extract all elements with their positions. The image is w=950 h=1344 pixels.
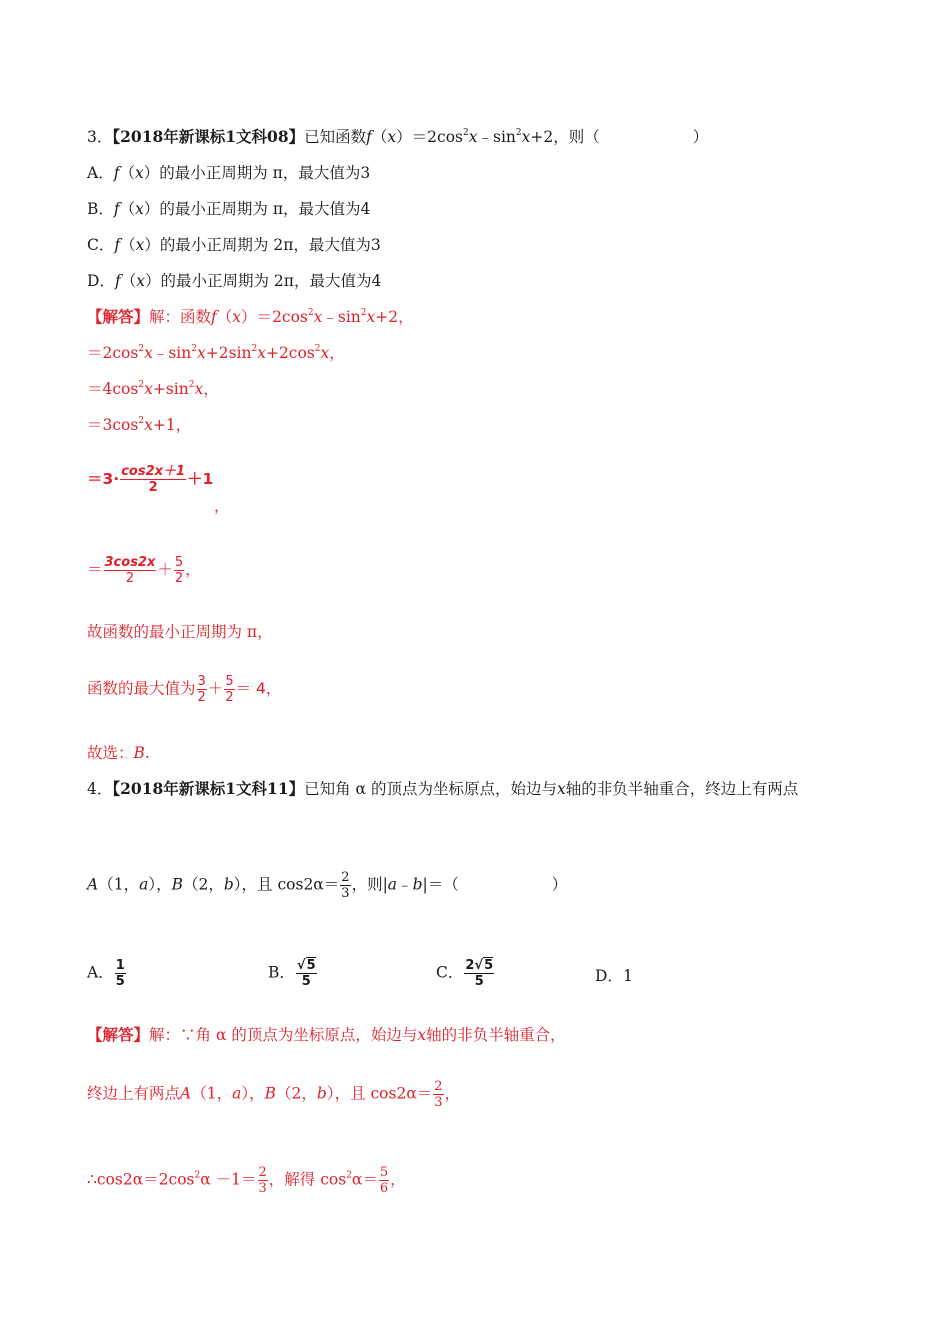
- question-number: 4．: [87, 780, 113, 798]
- solution-text: ＝2cos: [87, 344, 139, 362]
- fraction: [296, 958, 317, 989]
- fraction-numerator: 5: [225, 674, 234, 689]
- fraction: [115, 958, 126, 989]
- solution-text: ），且 cos2α＝: [326, 1084, 433, 1103]
- stem-text: （2，: [182, 875, 224, 894]
- option-label: B．: [268, 963, 295, 982]
- fraction: [224, 674, 234, 705]
- solution-text: 故函数的最小正周期为 π，: [87, 623, 273, 641]
- math-x: x: [136, 272, 145, 290]
- sqrt-symbol: √5: [474, 958, 494, 973]
- fraction-denominator: 2: [174, 571, 184, 586]
- fraction-numerator: [296, 958, 317, 974]
- fraction: [464, 958, 494, 989]
- solution-text: ），: [241, 1084, 265, 1103]
- option-label: C．: [436, 963, 464, 982]
- math-f: f: [366, 128, 372, 146]
- stem-text: 已知角 α 的顶点为坐标原点，始边与: [304, 780, 557, 798]
- fraction: [174, 555, 184, 586]
- math-x: x: [468, 128, 478, 146]
- q4-choice-a: [87, 958, 127, 989]
- fraction-denominator: 6: [379, 1181, 389, 1196]
- solution-text: ＋: [157, 560, 173, 579]
- stem-text: （1，: [98, 875, 140, 894]
- exponent: 2: [346, 1170, 352, 1181]
- stem-text: 轴的非负半轴重合，终边上有两点: [565, 780, 799, 798]
- q3-solution-line-7: [87, 622, 273, 642]
- fraction: [258, 1165, 268, 1196]
- fraction-denominator: 2: [197, 690, 206, 705]
- math-x: x: [232, 308, 242, 326]
- fraction-denominator: 2: [225, 690, 234, 705]
- solution-text: 解：函数: [149, 308, 212, 326]
- math-a: a: [232, 1084, 242, 1103]
- fraction-numerator: 2: [341, 870, 350, 885]
- math-x: x: [134, 164, 144, 182]
- q3-option-a: A．f（x）的最小正周期为 π，最大值为3: [87, 164, 371, 182]
- fraction: [120, 464, 186, 495]
- punctuation: ，: [444, 1084, 461, 1103]
- solution-text: ∴cos2α＝2cos: [87, 1170, 195, 1189]
- math-x: x: [521, 128, 531, 146]
- option-value: 1: [622, 967, 633, 985]
- fraction: [340, 870, 350, 901]
- fraction-denominator: 3: [258, 1181, 267, 1196]
- point-a: A: [180, 1084, 192, 1103]
- q4-choice-c: [436, 958, 495, 989]
- solution-text: 轴的非负半轴重合，: [426, 1026, 566, 1044]
- math-f: f: [114, 272, 121, 290]
- exponent: 2: [515, 128, 522, 138]
- option-label: B．: [87, 200, 114, 218]
- stem-text: ﹣: [397, 875, 413, 894]
- solution-text: ，解得 cos: [268, 1170, 347, 1189]
- option-text: 的最小正周期为 2π，最大值为3: [159, 236, 381, 254]
- fraction-denominator: 5: [474, 974, 484, 989]
- punctuation: ，: [214, 497, 230, 515]
- fraction: [433, 1079, 443, 1110]
- q3-stem: [87, 127, 708, 147]
- radicand: 5: [484, 958, 494, 973]
- solution-text: ＝2cos: [256, 308, 308, 326]
- solution-text: （1，: [191, 1084, 233, 1103]
- solution-text: 函数的最大值为: [87, 679, 196, 698]
- fraction-denominator: 2: [148, 480, 158, 495]
- fraction-numerator: [464, 958, 494, 974]
- question-source: 【2018年新课标1文科08】: [112, 127, 305, 146]
- sqrt-symbol: √5: [296, 958, 316, 973]
- q3-solution-line-2: $=2\cos^2x﹣\sin^2x+2\sin^2x+2\cos^2x$，: [87, 344, 345, 362]
- q3-option-b: B．f（x）的最小正周期为 π，最大值为4: [87, 200, 371, 218]
- solution-text: 解：∵角 α 的顶点为坐标原点，始边与: [149, 1026, 418, 1044]
- fraction: [104, 555, 157, 586]
- answer: B.: [133, 744, 150, 762]
- fraction-denominator: 5: [115, 974, 125, 989]
- stem-text: ＝2cos: [411, 128, 464, 146]
- stem-text: 已知函数: [304, 128, 367, 146]
- q4-stem-line-1: [87, 779, 798, 799]
- q3-option-c: C．f（x）的最小正周期为 2π，最大值为3: [87, 236, 381, 254]
- exponent: 2: [194, 1170, 201, 1181]
- q3-solution-line-5-comma: [214, 496, 230, 516]
- solution-text: ＝: [87, 560, 103, 579]
- fraction-denominator: 3: [341, 886, 350, 901]
- q3-solution-line-6: [87, 555, 201, 586]
- math-x: x: [135, 236, 145, 254]
- stem-text: ），: [148, 875, 172, 894]
- fraction: [379, 1165, 389, 1196]
- q3-solution-line-8: [87, 674, 281, 705]
- stem-text: |＝（ ）: [422, 875, 568, 894]
- punctuation: ，: [390, 1170, 406, 1189]
- solution-text: ＝ 4，: [235, 679, 282, 698]
- q4-solution-line-2: [87, 1079, 460, 1110]
- fraction-numerator: 3: [197, 674, 206, 689]
- fraction-numerator: cos2x＋1: [121, 464, 186, 479]
- option-label: D．: [595, 967, 623, 985]
- q3-option-d: D．f（x）的最小正周期为 2π，最大值为4: [87, 272, 382, 290]
- option-text: 的最小正周期为 2π，最大值为4: [160, 272, 382, 290]
- fraction: [197, 674, 207, 705]
- solution-text: α －1＝: [200, 1170, 257, 1189]
- q4-choice-d: [595, 964, 633, 986]
- q4-stem-line-2: [87, 870, 567, 901]
- q3-solution-line-9: [87, 743, 150, 763]
- q4-solution-line-1: [87, 1025, 566, 1045]
- math-b: b: [412, 875, 423, 894]
- solution-text: α＝: [351, 1170, 378, 1189]
- stem-text: ，则|: [351, 875, 388, 894]
- option-label: D．: [87, 272, 115, 290]
- radicand: 5: [306, 958, 316, 973]
- solution-text: 故选：: [87, 744, 134, 762]
- math-x: x: [387, 128, 397, 146]
- paren: ）: [396, 128, 412, 146]
- paren: （: [371, 128, 388, 146]
- math-x: x: [417, 1026, 427, 1044]
- point-b: B: [171, 875, 183, 894]
- stem-text: ），且 cos2α＝: [233, 875, 340, 894]
- stem-text: ﹣sin: [477, 128, 516, 146]
- q3-solution-line-5: [87, 464, 213, 495]
- exponent: 2: [463, 128, 469, 138]
- q3-solution-line-3: $=4\cos^2x+\sin^2x$，: [87, 380, 219, 398]
- solution-text: ＋1: [187, 470, 214, 488]
- question-number: 3．: [87, 128, 113, 146]
- math-x: x: [135, 200, 144, 218]
- option-label: A．: [87, 164, 114, 182]
- fraction-denominator: 3: [434, 1095, 443, 1110]
- solution-text: （2，: [276, 1084, 317, 1103]
- math-f: f: [114, 236, 121, 254]
- solution-text: ＝4cos: [87, 380, 139, 398]
- fraction-numerator: 1: [115, 958, 125, 973]
- fraction-numerator: 5: [379, 1165, 389, 1180]
- option-label: C．: [87, 236, 115, 254]
- q4-solution-line-3: [87, 1165, 406, 1196]
- math-f: f: [113, 200, 120, 218]
- option-text: 的最小正周期为 π，最大值为4: [159, 200, 371, 218]
- math-x: x: [556, 780, 566, 798]
- math-b: b: [223, 875, 234, 894]
- q3-solution-line-4: $=3\cos^2x+1$，: [87, 416, 192, 434]
- math-f: f: [211, 308, 217, 326]
- math-a: a: [139, 875, 149, 894]
- fraction-numerator: 2: [434, 1079, 443, 1094]
- solution-tag: 【解答】: [87, 1025, 150, 1044]
- math-f: f: [113, 164, 120, 182]
- fraction-denominator: 2: [125, 571, 135, 586]
- option-text: 的最小正周期为 π，最大值为3: [159, 164, 371, 182]
- solution-text: 终边上有两点: [87, 1084, 181, 1103]
- question-source: 【2018年新课标1文科11】: [112, 779, 305, 798]
- fraction-numerator: 5: [174, 555, 184, 570]
- math-a: a: [387, 875, 398, 894]
- fraction-numerator: 3cos2x: [104, 555, 156, 570]
- math-b: b: [316, 1084, 327, 1103]
- point-a: A: [87, 875, 99, 894]
- point-b: B: [264, 1084, 276, 1103]
- q4-choice-b: [268, 958, 318, 989]
- solution-text: ＝3·: [87, 470, 120, 488]
- solution-text: ＋: [207, 679, 224, 698]
- solution-text: ＝3cos: [87, 416, 139, 434]
- option-label: A．: [87, 963, 114, 982]
- solution-tag: 【解答】: [87, 307, 150, 326]
- fraction-numerator: 2: [258, 1165, 267, 1180]
- stem-text: +2，则（ ）: [530, 128, 709, 146]
- punctuation: ，: [185, 560, 201, 579]
- fraction-denominator: 5: [301, 974, 311, 989]
- q3-solution-line-1: 【解答】解：函数$f(x)=2\cos^2x﹣\sin^2x+2$，: [87, 307, 414, 326]
- coefficient: 2: [465, 958, 475, 973]
